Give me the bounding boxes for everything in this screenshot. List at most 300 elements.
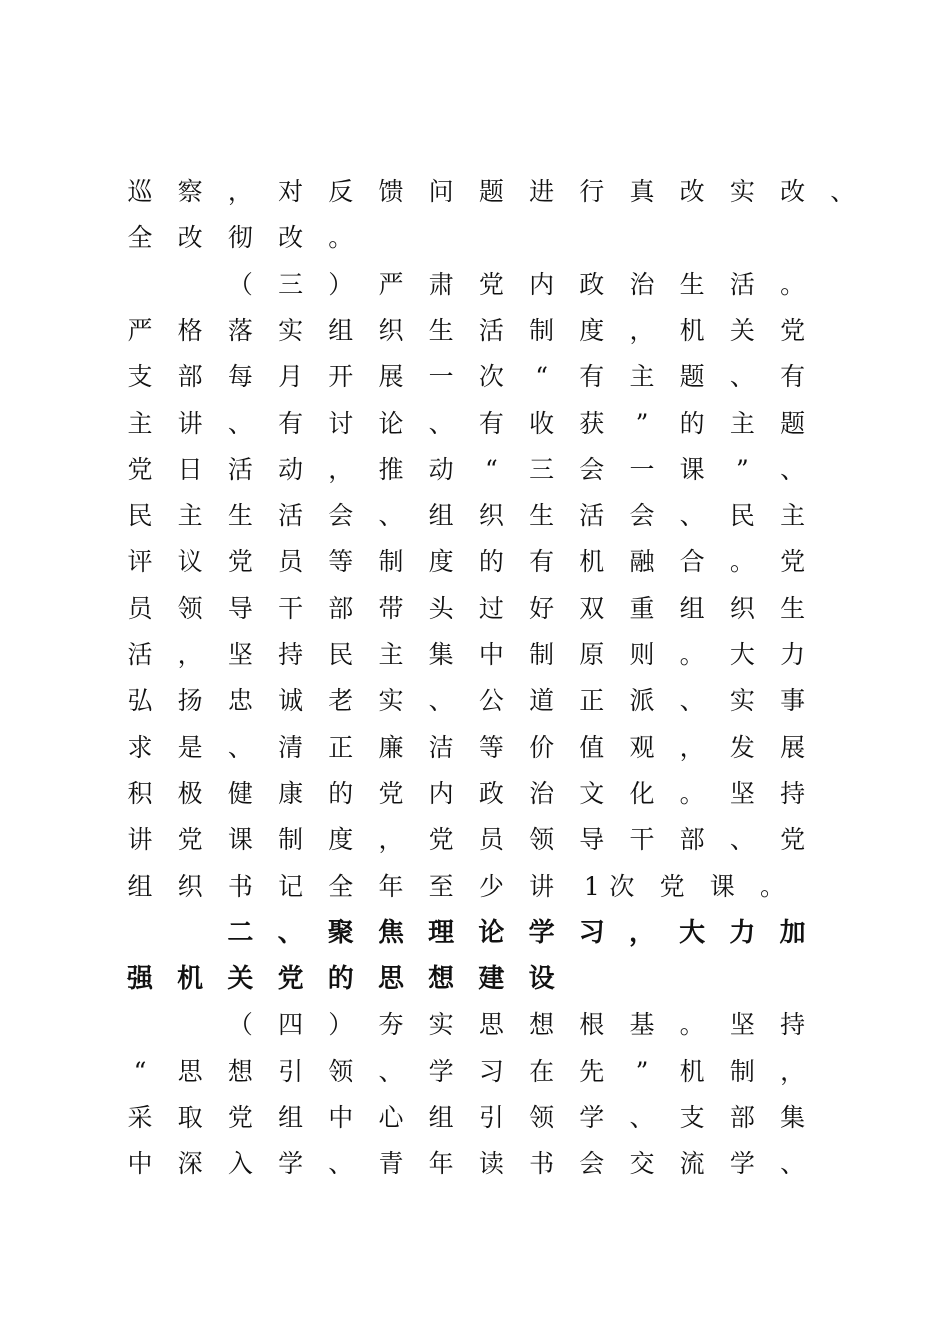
- paragraph-line: [0, 589, 950, 629]
- character: 大: [679, 917, 706, 948]
- section-heading-line: [0, 959, 950, 999]
- character: 支: [127, 362, 153, 392]
- paragraph-line: [0, 450, 950, 490]
- character: 巡: [127, 177, 153, 206]
- character: 改: [780, 177, 806, 206]
- character: 每: [227, 362, 253, 392]
- character: 公: [478, 686, 504, 716]
- character: 主: [378, 640, 404, 669]
- character: 读: [478, 1149, 504, 1179]
- character: 馈: [378, 177, 404, 206]
- character: 发: [729, 732, 755, 762]
- character: 力: [780, 640, 806, 669]
- character: 党: [478, 269, 504, 299]
- paragraph-line: [0, 496, 950, 536]
- character: 年: [428, 1149, 454, 1179]
- paragraph-line: [0, 728, 950, 768]
- character: 评: [127, 547, 153, 577]
- character: 有: [579, 362, 605, 392]
- character: 持: [780, 778, 806, 808]
- character: 学: [528, 917, 555, 948]
- character: 民: [729, 501, 755, 531]
- character: 实: [428, 1010, 454, 1040]
- character: 党: [177, 825, 203, 855]
- character: 会: [328, 501, 354, 531]
- character: 积: [127, 778, 153, 808]
- character: 严: [127, 315, 153, 345]
- character: 求: [127, 732, 153, 762]
- character: 生: [780, 593, 806, 623]
- character: 题: [478, 177, 504, 206]
- character: 政: [478, 778, 504, 808]
- character: ”: [736, 454, 749, 484]
- character: 、: [729, 362, 755, 392]
- character: 有: [529, 547, 555, 577]
- character: 康: [278, 778, 304, 808]
- character: 政: [579, 269, 605, 299]
- character: 党: [378, 778, 404, 808]
- character: 改: [177, 223, 203, 253]
- character: 机: [679, 1056, 705, 1086]
- character: 组: [328, 315, 354, 345]
- character: 实: [729, 686, 755, 716]
- character: 大: [729, 640, 755, 669]
- character: 干: [629, 825, 655, 855]
- character: 习: [578, 917, 605, 948]
- character: 主: [629, 362, 655, 392]
- character: 课: [679, 454, 705, 484]
- character: ，: [628, 917, 655, 948]
- section-heading-line: [0, 913, 950, 953]
- character: 道: [529, 686, 555, 716]
- character: 、: [328, 1149, 354, 1179]
- character: 题: [780, 408, 806, 438]
- paragraph-line: [0, 1098, 950, 1138]
- character: 。: [679, 1010, 705, 1040]
- character: 持: [780, 1010, 806, 1040]
- character: 文: [579, 778, 605, 808]
- character: 值: [579, 732, 605, 762]
- character: 融: [629, 547, 655, 577]
- character: 等: [478, 732, 504, 762]
- character: ，: [177, 640, 203, 669]
- character: 头: [428, 593, 454, 623]
- character: 好: [529, 593, 555, 623]
- character: 年: [378, 871, 404, 901]
- character: 党: [780, 547, 806, 577]
- character: 课: [227, 825, 253, 855]
- character: 思: [478, 1010, 504, 1040]
- character: 心: [378, 1103, 404, 1132]
- character: 对: [278, 177, 304, 206]
- paragraph-line: [0, 311, 950, 351]
- paragraph-line: [0, 404, 950, 444]
- character: 主: [177, 501, 203, 531]
- character: 会: [579, 454, 605, 484]
- character: 青: [378, 1149, 404, 1179]
- character: 合: [679, 547, 705, 577]
- character: 强: [126, 964, 153, 995]
- character: 织: [177, 871, 203, 901]
- character: 活: [579, 501, 605, 531]
- character: 民: [127, 501, 153, 531]
- character: 学: [729, 1149, 755, 1179]
- character: 次: [478, 362, 504, 392]
- character: 、: [780, 1149, 806, 1179]
- character: 有: [278, 408, 304, 438]
- character: 织: [478, 501, 504, 531]
- character: 肃: [428, 269, 454, 299]
- character: 干: [278, 593, 304, 623]
- paragraph-line: [0, 357, 950, 397]
- character: 格: [177, 315, 203, 345]
- character: 问: [428, 177, 454, 206]
- character: 、: [830, 177, 856, 206]
- character: ）: [328, 1010, 354, 1040]
- character: 领: [529, 825, 555, 855]
- character: 中: [127, 1149, 153, 1179]
- character: 等: [328, 547, 354, 577]
- character: 、: [780, 454, 806, 484]
- character: 会: [579, 1149, 605, 1179]
- character: 支: [679, 1103, 705, 1132]
- character: 、: [227, 408, 253, 438]
- character: 廉: [378, 732, 404, 762]
- character: 组: [428, 501, 454, 531]
- character: 党: [277, 964, 304, 995]
- character: 领: [177, 593, 203, 623]
- character: 交: [629, 1149, 655, 1179]
- character: 引: [478, 1103, 504, 1132]
- paragraph-line: [0, 867, 950, 907]
- character: 思: [377, 964, 404, 995]
- character: ”: [635, 1056, 649, 1086]
- character: 全: [127, 223, 153, 253]
- character: ，: [378, 825, 404, 855]
- character: 四: [278, 1010, 304, 1040]
- character: 、: [428, 686, 454, 716]
- character: 进: [529, 177, 555, 206]
- character: 。: [780, 269, 806, 299]
- character: 活: [278, 501, 304, 531]
- paragraph-line: [0, 1052, 950, 1092]
- character: 有: [780, 362, 806, 392]
- character: 的: [679, 408, 705, 438]
- character: 活: [227, 454, 253, 484]
- character: 有: [478, 408, 504, 438]
- character: 员: [278, 547, 304, 577]
- character: 制: [729, 1056, 755, 1086]
- character: ，: [328, 454, 354, 484]
- character: 忠: [227, 686, 253, 716]
- character: 展: [378, 362, 404, 392]
- character: 老: [328, 686, 354, 716]
- character: 是: [177, 732, 203, 762]
- character: 、: [378, 501, 404, 531]
- character: 制: [278, 825, 304, 855]
- character: 中: [328, 1103, 354, 1132]
- character: 日: [177, 454, 203, 484]
- paragraph-line: [0, 1144, 950, 1184]
- character: 制: [529, 315, 555, 345]
- character: 次: [609, 871, 635, 901]
- character: 、: [428, 408, 454, 438]
- character: 主: [127, 408, 153, 438]
- character: 党: [428, 825, 454, 855]
- character: 党: [659, 871, 685, 901]
- character: 课: [709, 871, 735, 901]
- character: 学: [278, 1149, 304, 1179]
- character: 观: [629, 732, 655, 762]
- character: 党: [227, 1103, 253, 1132]
- character: ）: [328, 269, 354, 299]
- character: 员: [127, 593, 153, 623]
- character: 关: [227, 964, 254, 995]
- character: 至: [428, 871, 454, 901]
- character: 领: [529, 1103, 555, 1132]
- character: 员: [478, 825, 504, 855]
- character: 聚: [327, 917, 354, 948]
- character: 弘: [127, 686, 153, 716]
- character: 原: [579, 640, 605, 669]
- character: 部: [729, 1103, 755, 1132]
- character: 党: [780, 825, 806, 855]
- character: 讲: [529, 871, 555, 901]
- character: 持: [278, 640, 304, 669]
- character: 党: [127, 454, 153, 484]
- character: 动: [428, 454, 454, 484]
- character: 、: [679, 501, 705, 531]
- character: 组: [278, 1103, 304, 1132]
- character: 察: [177, 177, 203, 206]
- character: 焦: [377, 917, 404, 948]
- character: 机: [579, 547, 605, 577]
- character: ，: [629, 315, 655, 345]
- character: 1: [583, 871, 600, 901]
- character: 、: [378, 1056, 404, 1086]
- character: 组: [428, 1103, 454, 1132]
- character: 主: [729, 408, 755, 438]
- character: 学: [579, 1103, 605, 1132]
- character: 的: [327, 964, 354, 995]
- character: 实: [378, 686, 404, 716]
- character: 一: [428, 362, 454, 392]
- character: 机: [679, 315, 705, 345]
- paragraph-line: [0, 820, 950, 860]
- character: 坚: [227, 640, 253, 669]
- character: 设: [528, 964, 555, 995]
- character: 基: [629, 1010, 655, 1040]
- character: 部: [328, 593, 354, 623]
- character: 组: [127, 871, 153, 901]
- character: 度: [428, 547, 454, 577]
- character: 生: [679, 269, 705, 299]
- character: 关: [729, 315, 755, 345]
- character: 。: [679, 778, 705, 808]
- character: 的: [478, 547, 504, 577]
- character: 改: [679, 177, 705, 206]
- character: 生: [529, 501, 555, 531]
- character: 实: [729, 177, 755, 206]
- character: 加: [779, 917, 806, 948]
- character: 、: [729, 825, 755, 855]
- character: 会: [629, 501, 655, 531]
- character: ，: [780, 1056, 806, 1086]
- character: 月: [278, 362, 304, 392]
- character: 度: [579, 315, 605, 345]
- character: 事: [780, 686, 806, 716]
- character: 讲: [177, 408, 203, 438]
- character: 彻: [227, 223, 253, 253]
- character: 生: [227, 501, 253, 531]
- character: 真: [629, 177, 655, 206]
- character: （: [227, 1010, 253, 1040]
- character: 三: [529, 454, 555, 484]
- character: 生: [428, 315, 454, 345]
- character: 。: [679, 640, 705, 669]
- character: 二: [227, 917, 254, 948]
- character: 在: [529, 1056, 555, 1086]
- paragraph-line: [0, 265, 950, 305]
- character: 健: [227, 778, 253, 808]
- character: （: [227, 269, 253, 299]
- character: 实: [278, 315, 304, 345]
- character: 学: [428, 1056, 454, 1086]
- paragraph-line: [0, 218, 950, 258]
- character: 根: [579, 1010, 605, 1040]
- character: 书: [529, 1149, 555, 1179]
- character: 清: [278, 732, 304, 762]
- character: 落: [227, 315, 253, 345]
- character: 化: [629, 778, 655, 808]
- character: 论: [378, 408, 404, 438]
- character: 正: [328, 732, 354, 762]
- character: 机: [177, 964, 204, 995]
- character: 制: [378, 547, 404, 577]
- character: 想: [227, 1056, 253, 1086]
- character: 的: [328, 778, 354, 808]
- character: 题: [679, 362, 705, 392]
- character: 少: [478, 871, 504, 901]
- character: 活: [127, 640, 153, 669]
- character: 讨: [328, 408, 354, 438]
- character: 。: [729, 547, 755, 577]
- character: 书: [227, 871, 253, 901]
- character: 内: [428, 778, 454, 808]
- character: 推: [378, 454, 404, 484]
- character: 夯: [378, 1010, 404, 1040]
- character: 流: [679, 1149, 705, 1179]
- character: “: [133, 1056, 147, 1086]
- character: 活: [478, 315, 504, 345]
- character: 坚: [729, 1010, 755, 1040]
- paragraph-line: [0, 172, 950, 212]
- character: 、: [629, 1103, 655, 1132]
- character: 组: [679, 593, 705, 623]
- character: 党: [227, 547, 253, 577]
- character: ，: [679, 732, 705, 762]
- character: 论: [478, 917, 505, 948]
- character: 理: [428, 917, 455, 948]
- paragraph-line: [0, 542, 950, 582]
- character: 领: [328, 1056, 354, 1086]
- character: 部: [679, 825, 705, 855]
- character: 入: [227, 1149, 253, 1179]
- character: 织: [729, 593, 755, 623]
- character: 收: [529, 408, 555, 438]
- character: 展: [780, 732, 806, 762]
- character: 集: [428, 640, 454, 669]
- character: 导: [227, 593, 253, 623]
- character: 双: [579, 593, 605, 623]
- character: 记: [278, 871, 304, 901]
- paragraph-line: [0, 1005, 950, 1045]
- character: 。: [760, 871, 786, 901]
- character: 重: [629, 593, 655, 623]
- character: 习: [478, 1056, 504, 1086]
- character: 扬: [177, 686, 203, 716]
- character: 动: [278, 454, 304, 484]
- character: 先: [579, 1056, 605, 1086]
- character: 建: [478, 964, 505, 995]
- character: 一: [629, 454, 655, 484]
- character: 正: [579, 686, 605, 716]
- character: 过: [478, 593, 504, 623]
- character: 获: [579, 408, 605, 438]
- character: 行: [579, 177, 605, 206]
- character: 想: [529, 1010, 555, 1040]
- character: 全: [328, 871, 354, 901]
- character: 严: [378, 269, 404, 299]
- character: 治: [629, 269, 655, 299]
- character: 内: [529, 269, 555, 299]
- character: 导: [579, 825, 605, 855]
- character: ”: [635, 408, 649, 438]
- character: 开: [328, 362, 354, 392]
- character: 采: [127, 1103, 153, 1132]
- character: 活: [729, 269, 755, 299]
- character: 度: [328, 825, 354, 855]
- character: 、: [679, 686, 705, 716]
- character: 治: [529, 778, 555, 808]
- character: 思: [177, 1056, 203, 1086]
- character: ，: [227, 177, 253, 206]
- character: 织: [378, 315, 404, 345]
- character: 部: [177, 362, 203, 392]
- character: 党: [780, 315, 806, 345]
- character: 深: [177, 1149, 203, 1179]
- character: 改: [278, 223, 304, 253]
- paragraph-line: [0, 681, 950, 721]
- character: 想: [428, 964, 455, 995]
- character: 、: [277, 917, 304, 948]
- character: 派: [629, 686, 655, 716]
- character: 制: [529, 640, 555, 669]
- character: 议: [177, 547, 203, 577]
- character: 洁: [428, 732, 454, 762]
- character: “: [535, 362, 548, 392]
- paragraph-line: [0, 774, 950, 814]
- character: 三: [278, 269, 304, 299]
- character: “: [485, 454, 498, 484]
- character: 、: [227, 732, 253, 762]
- character: 力: [729, 917, 756, 948]
- paragraph-line: [0, 635, 950, 675]
- character: 中: [478, 640, 504, 669]
- character: 则: [629, 640, 655, 669]
- character: 集: [780, 1103, 806, 1132]
- character: 取: [177, 1103, 203, 1132]
